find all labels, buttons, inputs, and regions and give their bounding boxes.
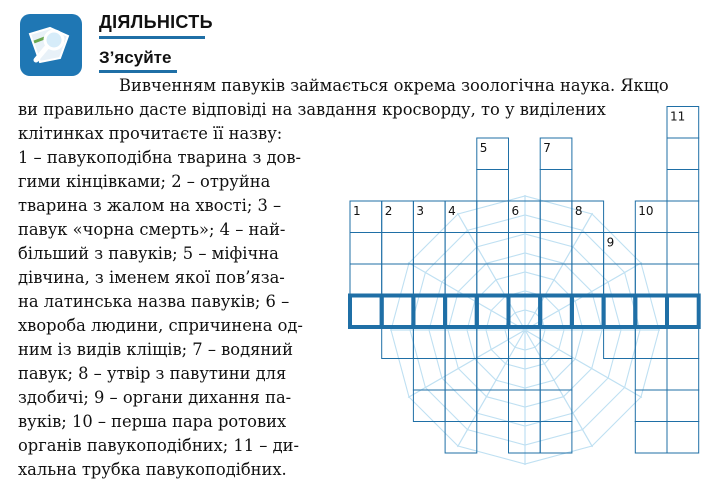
text-line: клітинках прочитаєте її назву: (18, 124, 283, 143)
crossword-cell[interactable] (667, 264, 699, 296)
text-line: здобичі; 9 – органи дихання па- (18, 388, 292, 407)
crossword-cell[interactable] (540, 296, 572, 328)
text-line: більший з павуків; 5 – міфічна (18, 244, 279, 263)
text-line: органів павукоподібних; 11 – ди- (18, 436, 299, 455)
text-line: хвороба людини, спричинена од- (18, 316, 303, 335)
crossword-cell[interactable] (477, 233, 509, 265)
crossword-cell[interactable] (667, 233, 699, 265)
crossword-cell[interactable] (540, 233, 572, 265)
crossword-cell[interactable] (509, 390, 541, 422)
crossword-cell[interactable] (667, 170, 699, 202)
highlighted-cell[interactable] (540, 296, 572, 328)
crossword-cell[interactable] (382, 233, 414, 265)
crossword-cell[interactable] (445, 264, 477, 296)
crossword-cell[interactable] (382, 296, 414, 328)
crossword-cells (350, 107, 699, 454)
highlighted-cell[interactable] (382, 296, 414, 328)
clue-number: 11 (670, 109, 686, 124)
text-line: на латинська назва павуків; 6 – (18, 292, 290, 311)
crossword-cell[interactable] (667, 138, 699, 170)
crossword-cell[interactable] (635, 390, 667, 422)
crossword-cell[interactable] (350, 264, 382, 296)
clue-number: 1 (353, 204, 361, 218)
crossword-cell[interactable] (667, 390, 699, 422)
clue-number: 9 (606, 235, 615, 250)
subtitle: З’ясуйте (99, 48, 172, 67)
crossword-cell[interactable] (635, 422, 667, 454)
clue-number: 4 (448, 204, 456, 218)
crossword-cell[interactable] (667, 201, 699, 233)
text-line: ним із видів кліщів; 7 – водяний (18, 340, 293, 359)
crossword-cell[interactable] (572, 233, 604, 265)
crossword-cell[interactable] (572, 264, 604, 296)
crossword-cell[interactable] (540, 170, 572, 202)
text-line: гими кінцівками; 2 – отруйна (18, 172, 271, 191)
crossword-cell[interactable] (477, 201, 509, 233)
clue-number: 5 (479, 141, 488, 155)
crossword-cell[interactable] (604, 327, 636, 359)
crossword-cell[interactable] (635, 359, 667, 391)
crossword-cell[interactable] (382, 264, 414, 296)
crossword-cell[interactable] (413, 233, 445, 265)
clue-number: 7 (543, 141, 551, 155)
text-line: вуків; 10 – перша пара ротових (18, 412, 287, 431)
crossword-cell[interactable] (477, 170, 509, 202)
clue-number: 6 (511, 204, 520, 218)
clue-number: 3 (416, 204, 425, 218)
crossword-cell[interactable] (635, 233, 667, 265)
crossword-cell[interactable] (350, 233, 382, 265)
crossword-cell[interactable] (445, 390, 477, 422)
text-line: павук; 8 – утвір з павутини для (18, 364, 287, 383)
crossword-cell[interactable] (350, 296, 382, 328)
clue-number: 2 (384, 204, 393, 218)
clue-number: 10 (638, 204, 654, 218)
crossword-cell[interactable] (540, 390, 572, 422)
crossword-cell[interactable] (667, 296, 699, 328)
text-line: тварина з жалом на хвості; 3 – (18, 196, 282, 215)
highlighted-cell[interactable] (667, 296, 699, 328)
crossword-cell[interactable] (540, 264, 572, 296)
crossword-cell[interactable] (667, 422, 699, 454)
text-line: хальна трубка павукоподібних. (18, 460, 287, 479)
highlighted-cell[interactable] (350, 296, 382, 328)
text-line: павук «чорна смерть»; 4 – най- (18, 220, 286, 239)
section-title: ДІЯЛЬНІСТЬ (99, 12, 213, 32)
crossword-cell[interactable] (667, 359, 699, 391)
text-line: Вивченням павуків займається окрема зоологічна наука. Якщо (119, 76, 669, 95)
text-line: 1 – павукоподібна тварина з дов- (18, 148, 301, 167)
text-line: ви правильно дасте відповіді на завдання кросворду, то у виділених (18, 100, 606, 119)
text-line: дівчина, з іменем якої пов’яза- (18, 268, 285, 287)
spider-web-background (390, 195, 660, 465)
crossword-cell[interactable] (635, 264, 667, 296)
crossword-cell[interactable] (540, 201, 572, 233)
clue-number: 8 (574, 204, 583, 218)
crossword-cell[interactable] (667, 327, 699, 359)
crossword-cell[interactable] (445, 327, 477, 359)
